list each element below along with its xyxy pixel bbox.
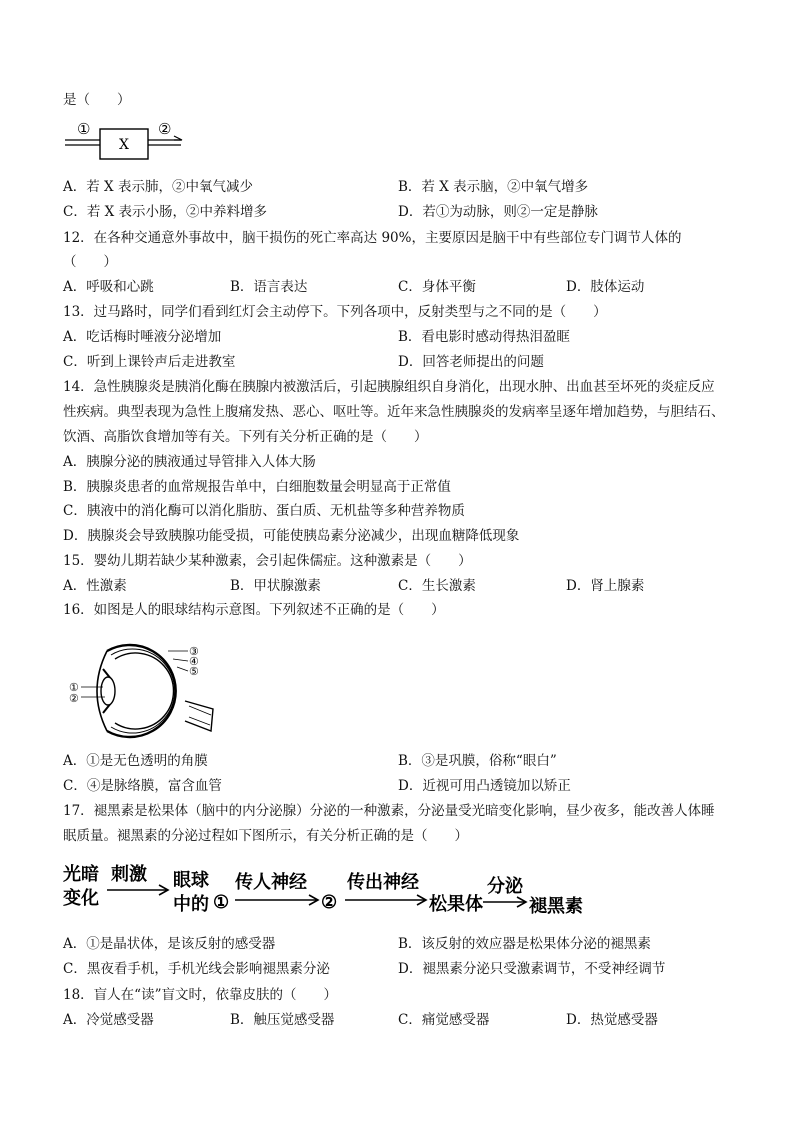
q14-stem-line2: 性疾病。典型表现为急性上腹痛发热、恶心、呕吐等。近年来急性胰腺炎的发病率呈逐年增加趋势，与胆结石、: [63, 404, 725, 420]
q18-option-c: C．痛觉感受器: [398, 1012, 490, 1028]
q18-option-b: B．触压觉感受器: [230, 1012, 335, 1028]
q17-option-c: C．黑夜看手机，手机光线会影响褪黑素分泌: [63, 961, 330, 977]
flow-arrow4-label: 分泌: [487, 876, 523, 897]
flow-eye-line2: 中的: [173, 894, 209, 915]
q16-option-b: B．③是巩膜，俗称“眼白”: [398, 753, 557, 769]
flow-end: 褪黑素: [529, 896, 583, 917]
flow-start-line1: 光暗: [63, 864, 99, 885]
q11-box-label: X: [119, 137, 129, 153]
q12-stem-line1: 12．在各种交通意外事故中，脑干损伤的死亡率高达 90%，主要原因是脑干中有些部位专门调节人体的: [63, 230, 682, 246]
flow-arrow3-label: 传出神经: [347, 872, 419, 893]
q16-option-a: A．①是无色透明的角膜: [63, 753, 208, 769]
q15-option-c: C．生长激素: [398, 578, 476, 594]
q12-option-d: D．肢体运动: [566, 279, 645, 295]
q11-label-right: ②: [158, 120, 172, 138]
q11-option-c: C．若 X 表示小肠，②中养料增多: [63, 204, 268, 220]
q12-option-c: C．身体平衡: [398, 279, 476, 295]
q16-eyeball-diagram: [63, 635, 223, 745]
q12-stem-line2: （ ）: [63, 254, 117, 270]
q13-option-d: D．回答老师提出的问题: [398, 354, 544, 370]
q18-option-a: A．冷觉感受器: [63, 1012, 154, 1028]
q11-option-b: B．若 X 表示脑，②中氧气增多: [398, 179, 589, 195]
eye-label-2: ②: [69, 692, 79, 705]
q17-stem-line1: 17．褪黑素是松果体（脑中的内分泌腺）分泌的一种激素，分泌量受光暗变化影响，昼少夜多，能改善人体睡: [63, 803, 715, 819]
eye-label-4: ④: [189, 655, 199, 668]
flow-arrow1-label: 刺激: [111, 864, 147, 885]
q17-option-d: D．褪黑素分泌只受激素调节，不受神经调节: [398, 961, 666, 977]
flow-node-1: ①: [213, 892, 230, 913]
eye-label-5: ⑤: [189, 665, 199, 678]
q15-option-b: B．甲状腺激素: [230, 578, 321, 594]
q14-option-c: C．胰液中的消化酶可以消化脂肪、蛋白质、无机盐等多种营养物质: [63, 503, 465, 519]
q13-option-a: A．吃话梅时唾液分泌增加: [63, 329, 222, 345]
q12-option-b: B．语言表达: [230, 279, 308, 295]
flow-node-2: ②: [321, 892, 338, 913]
q18-stem: 18．盲人在“读”盲文时，依靠皮肤的（ ）: [63, 987, 337, 1003]
q11-stem-tail: 是（ ）: [63, 92, 131, 108]
flow-arrow2-label: 传人神经: [235, 872, 307, 893]
q15-option-d: D．肾上腺素: [566, 578, 645, 594]
q15-stem: 15．婴幼儿期若缺少某种激素，会引起侏儒症。这种激素是（ ）: [63, 553, 472, 569]
q11-label-left: ①: [77, 120, 91, 138]
q11-flow-diagram: [63, 118, 188, 164]
q13-option-b: B．看电影时感动得热泪盈眶: [398, 329, 570, 345]
q14-stem-line3: 饮酒、高脂饮食增加等有关。下列有关分析正确的是（ ）: [63, 429, 428, 445]
q16-option-c: C．④是脉络膜，富含血管: [63, 778, 222, 794]
q13-option-c: C．听到上课铃声后走进教室: [63, 354, 236, 370]
flow-eye-line1: 眼球: [173, 870, 209, 891]
q16-stem: 16．如图是人的眼球结构示意图。下列叙述不正确的是（ ）: [63, 602, 445, 618]
eye-label-3: ③: [189, 645, 199, 658]
q11-option-d: D．若①为动脉，则②一定是静脉: [398, 204, 598, 220]
q14-option-a: A．胰腺分泌的胰液通过导管排入人体大肠: [63, 454, 316, 470]
q18-option-d: D．热觉感受器: [566, 1012, 658, 1028]
q16-option-d: D．近视可用凸透镜加以矫正: [398, 778, 571, 794]
eye-label-1: ①: [69, 681, 79, 694]
q17-flow-diagram: [63, 856, 623, 922]
flow-start-line2: 变化: [63, 888, 99, 909]
q17-stem-line2: 眠质量。褪黑素的分泌过程如下图所示，有关分析正确的是（ ）: [63, 828, 468, 844]
q17-option-b: B．该反射的效应器是松果体分泌的褪黑素: [398, 936, 651, 952]
q14-option-b: B．胰腺炎患者的血常规报告单中，白细胞数量会明显高于正常值: [63, 479, 451, 495]
q15-option-a: A．性激素: [63, 578, 127, 594]
q11-option-a: A．若 X 表示肺，②中氧气减少: [63, 179, 253, 195]
q13-stem: 13．过马路时，同学们看到红灯会主动停下。下列各项中，反射类型与之不同的是（ ）: [63, 304, 607, 320]
q12-option-a: A．呼吸和心跳: [63, 279, 154, 295]
q14-stem-line1: 14．急性胰腺炎是胰消化酶在胰腺内被激活后，引起胰腺组织自身消化，出现水肿、出血甚至坏死的炎症反应: [63, 379, 715, 395]
q17-option-a: A．①是晶状体，是该反射的感受器: [63, 936, 276, 952]
flow-gland: 松果体: [429, 894, 483, 915]
q14-option-d: D．胰腺炎会导致胰腺功能受损，可能使胰岛素分泌减少，出现血糖降低现象: [63, 528, 520, 544]
